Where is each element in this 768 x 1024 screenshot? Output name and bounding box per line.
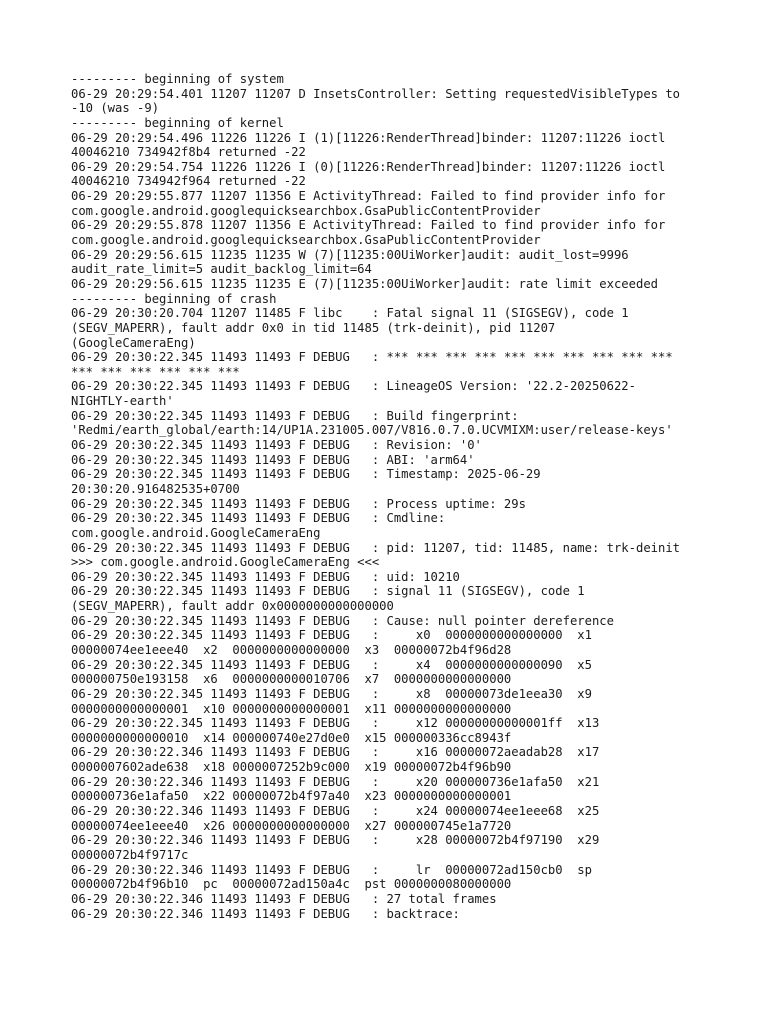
log-line: 06-29 20:30:20.704 11207 11485 F libc : Fatal signal 11 (SIGSEGV), code 1 xyxy=(71,306,629,321)
log-line: audit_rate_limit=5 audit_backlog_limit=64 xyxy=(71,262,372,277)
log-line: (SEGV_MAPERR), fault addr 0x0000000000000000 xyxy=(71,599,394,614)
log-line: *** *** *** *** *** *** xyxy=(71,364,240,379)
log-line: 0000000000000010 x14 000000740e27d0e0 x15 000000336cc8943f xyxy=(71,730,512,745)
log-line: >>> com.google.android.GoogleCameraEng <<< xyxy=(71,555,380,570)
log-line: 40046210 734942f8b4 returned -22 xyxy=(71,145,306,160)
log-line: 06-29 20:30:22.345 11493 11493 F DEBUG : Cmdline: xyxy=(71,511,446,526)
log-line: 06-29 20:30:22.346 11493 11493 F DEBUG : x24 00000074ee1eee68 x25 xyxy=(71,804,600,819)
log-line: 00000072b4f96b10 pc 00000072ad150a4c pst 0000000080000000 xyxy=(71,877,512,892)
log-line: 06-29 20:30:22.345 11493 11493 F DEBUG : pid: 11207, tid: 11485, name: trk-deinit xyxy=(71,540,681,555)
log-line: 06-29 20:30:22.346 11493 11493 F DEBUG : lr 00000072ad150cb0 sp xyxy=(71,862,592,877)
log-line: 06-29 20:29:56.615 11235 11235 E (7)[11235:00UiWorker]audit: rate limit exceeded xyxy=(71,276,658,291)
log-text xyxy=(71,72,711,921)
log-line: 06-29 20:30:22.345 11493 11493 F DEBUG : ABI: 'arm64' xyxy=(71,452,475,467)
log-line: 06-29 20:30:22.345 11493 11493 F DEBUG : Cause: null pointer dereference xyxy=(71,613,614,628)
log-line: --------- beginning of crash xyxy=(71,291,277,306)
log-line: 06-29 20:30:22.345 11493 11493 F DEBUG : Revision: '0' xyxy=(71,438,482,453)
log-line: 06-29 20:30:22.345 11493 11493 F DEBUG : *** *** *** *** *** *** *** *** *** *** xyxy=(71,350,673,365)
log-line: 06-29 20:30:22.345 11493 11493 F DEBUG : x4 0000000000000090 x5 xyxy=(71,657,592,672)
log-line: 0000007602ade638 x18 0000007252b9c000 x19 00000072b4f96b90 xyxy=(71,760,512,775)
log-line: 00000074ee1eee40 x2 0000000000000000 x3 00000072b4f96d28 xyxy=(71,642,512,657)
log-line: 0000000000000001 x10 0000000000000001 x11 0000000000000000 xyxy=(71,701,512,716)
log-line: 06-29 20:30:22.345 11493 11493 F DEBUG : signal 11 (SIGSEGV), code 1 xyxy=(71,584,585,599)
log-line: 06-29 20:30:22.345 11493 11493 F DEBUG : Process uptime: 29s xyxy=(71,496,526,511)
log-line: com.google.android.GoogleCameraEng xyxy=(71,525,321,540)
log-line: 06-29 20:30:22.346 11493 11493 F DEBUG : 27 total frames xyxy=(71,891,497,906)
log-line: 06-29 20:30:22.345 11493 11493 F DEBUG : LineageOS Version: '22.2-20250622- xyxy=(71,379,636,394)
log-line: 06-29 20:30:22.345 11493 11493 F DEBUG : Build fingerprint: xyxy=(71,408,519,423)
log-line: 06-29 20:30:22.346 11493 11493 F DEBUG : x20 000000736e1afa50 x21 xyxy=(71,774,600,789)
log-line: NIGHTLY-earth' xyxy=(71,394,174,409)
log-line: (SEGV_MAPERR), fault addr 0x0 in tid 11485 (trk-deinit), pid 11207 xyxy=(71,320,556,335)
log-line: 06-29 20:30:22.345 11493 11493 F DEBUG : uid: 10210 xyxy=(71,569,460,584)
log-line: 00000072b4f9717c xyxy=(71,847,189,862)
log-line: com.google.android.googlequicksearchbox.GsaPublicContentProvider xyxy=(71,233,541,248)
log-line: 06-29 20:30:22.345 11493 11493 F DEBUG : x12 00000000000001ff x13 xyxy=(71,716,600,731)
log-line: com.google.android.googlequicksearchbox.GsaPublicContentProvider xyxy=(71,203,541,218)
log-line: 06-29 20:29:56.615 11235 11235 W (7)[11235:00UiWorker]audit: audit_lost=9996 xyxy=(71,247,629,262)
log-line: 06-29 20:29:55.877 11207 11356 E ActivityThread: Failed to find provider info for xyxy=(71,189,666,204)
log-line: 20:30:20.916482535+0700 xyxy=(71,481,240,496)
log-line: 000000736e1afa50 x22 00000072b4f97a40 x23 0000000000000001 xyxy=(71,789,512,804)
log-line: 'Redmi/earth_global/earth:14/UP1A.231005.007/V816.0.7.0.UCVMIXM:user/release-keys' xyxy=(71,423,673,438)
log-line: 06-29 20:30:22.345 11493 11493 F DEBUG : x0 0000000000000000 x1 xyxy=(71,628,592,643)
log-line: 00000074ee1eee40 x26 0000000000000000 x27 000000745e1a7720 xyxy=(71,818,512,833)
log-line: 06-29 20:29:54.401 11207 11207 D InsetsController: Setting requestedVisibleTypes to xyxy=(71,86,681,101)
log-line: 06-29 20:29:54.754 11226 11226 I (0)[11226:RenderThread]binder: 11207:11226 ioctl xyxy=(71,159,666,174)
log-line: 06-29 20:30:22.346 11493 11493 F DEBUG : x28 00000072b4f97190 x29 xyxy=(71,833,600,848)
log-line: --------- beginning of kernel xyxy=(71,115,284,130)
log-line: 06-29 20:29:55.878 11207 11356 E ActivityThread: Failed to find provider info for xyxy=(71,218,666,233)
log-line: 06-29 20:30:22.346 11493 11493 F DEBUG : x16 00000072aeadab28 x17 xyxy=(71,745,600,760)
log-line: -10 (was -9) xyxy=(71,101,160,116)
log-line: 000000750e193158 x6 0000000000010706 x7 0000000000000000 xyxy=(71,672,512,687)
log-line: 06-29 20:29:54.496 11226 11226 I (1)[11226:RenderThread]binder: 11207:11226 ioctl xyxy=(71,130,666,145)
log-line: 40046210 734942f964 returned -22 xyxy=(71,174,306,189)
log-line: --------- beginning of system xyxy=(71,72,284,86)
log-line: (GoogleCameraEng) xyxy=(71,335,196,350)
log-line: 06-29 20:30:22.345 11493 11493 F DEBUG : x8 00000073de1eea30 x9 xyxy=(71,686,592,701)
log-line: 06-29 20:30:22.345 11493 11493 F DEBUG : Timestamp: 2025-06-29 xyxy=(71,467,541,482)
log-line: 06-29 20:30:22.346 11493 11493 F DEBUG : backtrace: xyxy=(71,906,460,921)
document-page xyxy=(71,72,711,921)
